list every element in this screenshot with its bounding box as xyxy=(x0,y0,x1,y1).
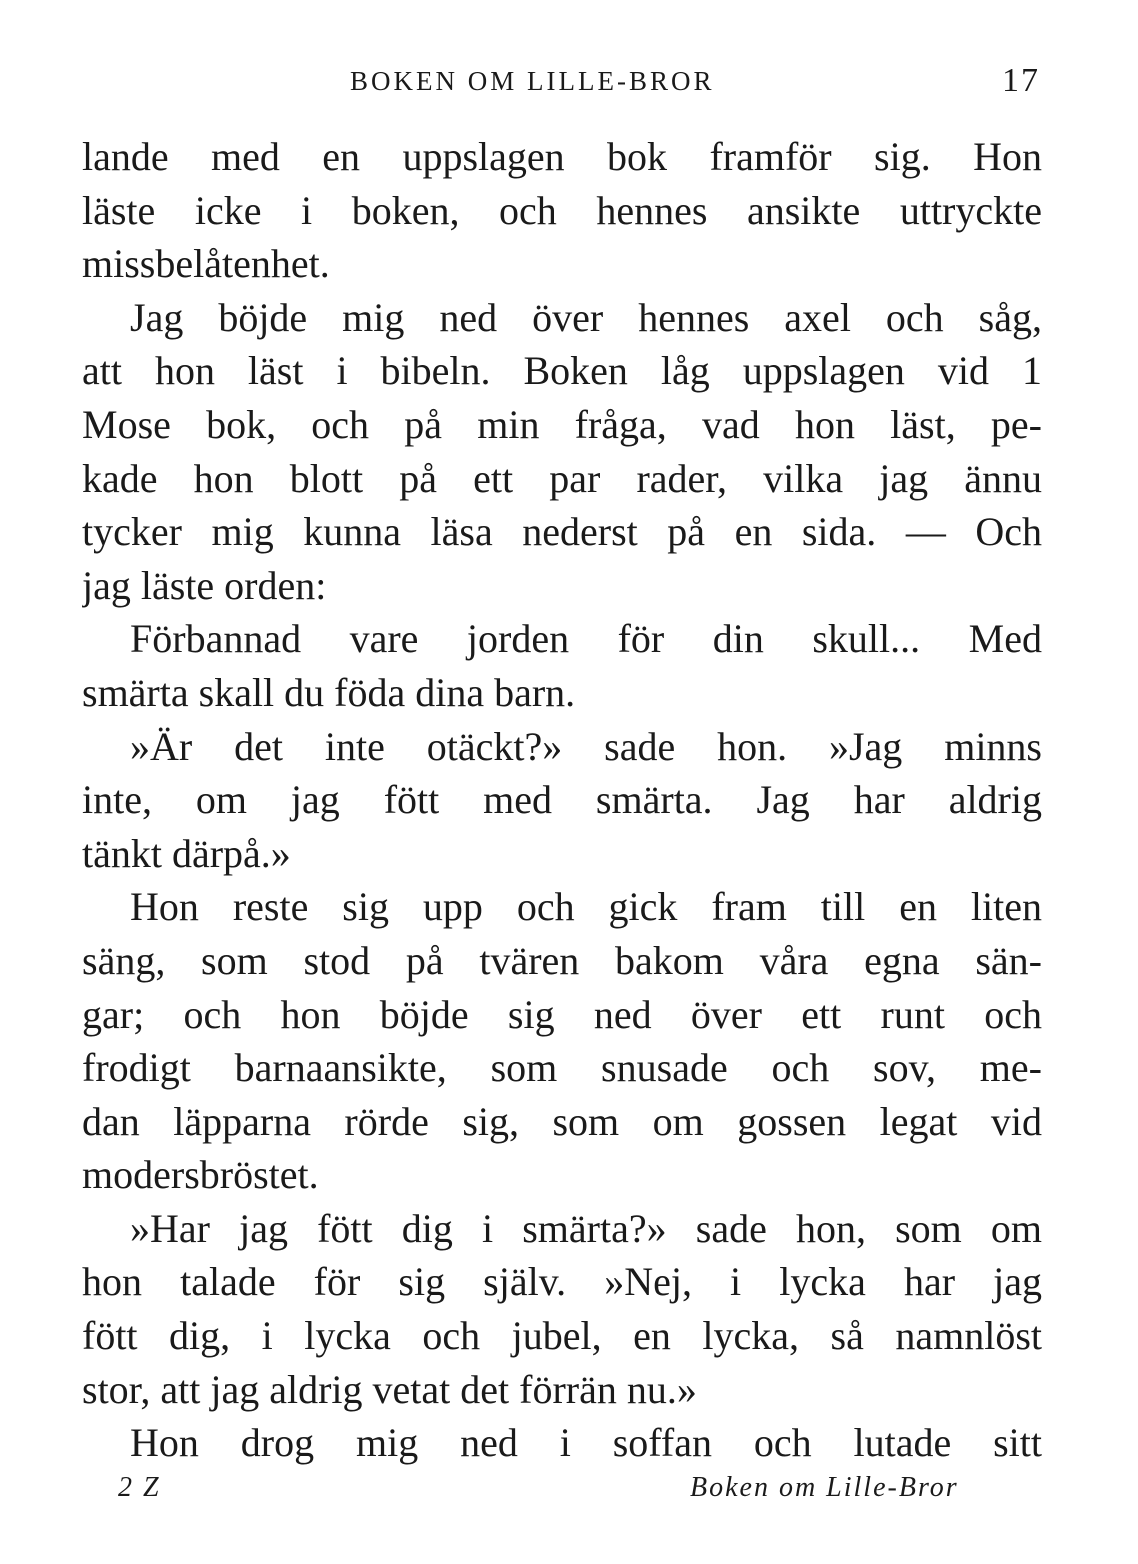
text-line: lande med en uppslagen bok framför sig. Hon xyxy=(82,134,1042,179)
text-line: stor, att jag aldrig vetat det förrän nu.» xyxy=(82,1366,697,1412)
text-line: inte, om jag fött med smärta. Jag har aldrig xyxy=(82,777,1042,823)
text-line: Hon reste sig upp och gick fram till en liten xyxy=(130,884,1042,930)
text-line: »Har jag fött dig i smärta?» sade hon, som om xyxy=(130,1205,1042,1251)
text-line: Jag böjde mig ned över hennes axel och såg, xyxy=(130,294,1042,340)
text-line: smärta skall du föda dina barn. xyxy=(82,669,576,715)
text-line: fött dig, i lycka och jubel, en lycka, så namnlöst xyxy=(82,1313,1042,1359)
text-line: missbelåtenhet. xyxy=(82,241,330,287)
text-line: Mose bok, och på min fråga, vad hon läst, pe- xyxy=(82,401,1042,447)
text-line: modersbröstet. xyxy=(82,1152,319,1198)
body-text xyxy=(82,130,1042,1470)
text-line: tycker mig kunna läsa nederst på en sida. — Och xyxy=(82,509,1042,555)
text-line: tänkt därpå.» xyxy=(82,830,291,876)
page-number: 17 xyxy=(1002,62,1040,99)
text-line: att hon läst i bibeln. Boken låg uppslagen vid 1 xyxy=(82,348,1042,394)
text-line: jag läste orden: xyxy=(82,562,327,608)
text-line: »Är det inte otäckt?» sade hon. »Jag minns xyxy=(130,723,1042,769)
running-title: BOKEN OM LILLE-BROR xyxy=(350,66,715,96)
text-line: säng, som stod på tvären bakom våra egna sän- xyxy=(82,937,1042,983)
text-line: Hon drog mig ned i soffan och lutade sitt xyxy=(130,1420,1042,1466)
text-line: hon talade för sig själv. »Nej, i lycka har jag xyxy=(82,1259,1042,1305)
text-line: gar; och hon böjde sig ned över ett runt och xyxy=(82,991,1042,1037)
footer-title: Boken om Lille-Bror xyxy=(690,1472,959,1503)
text-line: kade hon blott på ett par rader, vilka jag ännu xyxy=(82,455,1042,501)
text-line: Förbannad vare jorden för din skull... Med xyxy=(130,616,1042,662)
text-line: dan läpparna rörde sig, som om gossen legat vid xyxy=(82,1098,1042,1144)
signature-mark: 2 Z xyxy=(118,1472,161,1503)
text-line: frodigt barnaansikte, som snusade och sov, me- xyxy=(82,1045,1042,1091)
text-line: läste icke i boken, och hennes ansikte uttryckte xyxy=(82,187,1042,233)
